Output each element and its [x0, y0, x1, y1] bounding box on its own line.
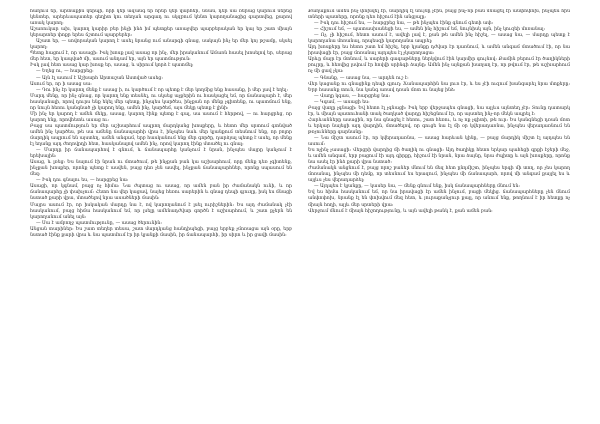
paragraph: — Դու ինչ էր կարող մենք է ասաց ի, ու կարծում է որ պետք է մեր կողմից ենք հասանք, ի մեր լավ է եղել:: [36, 87, 289, 93]
paragraph: Ես ոչինչ չասացի: Վերցրի վարդից մի ծաղիկ ու գնացի: Այդ ծաղիկը հետո երկար պահեցի գրքի էջերի մեջ, և ամեն անգամ, երբ բացում էի այդ գիրքը, հիշում էի նրան, նրա ձայնը, նրա ժպիտը և այն խոսքերը, որոնք նա ասել էր ինձ քարի վրա նստած:: [308, 148, 570, 166]
paragraph: — Այն էլ ասում է Աշխարհ Արտաշան Աստված ասեց:: [36, 75, 163, 81]
paragraph: — Գնանք, — ասաց նա, — արդեն ուշ է:: [314, 75, 409, 81]
left-text-column: [30, 9, 292, 418]
paragraph: Հարևանները ասացին, որ նա գնացել է հեռու, շատ հեռու, և ոչ ոք չգիտի, թե ուր: Ես կանգնեցի դռան մոտ և երկար նայեցի այդ վարդին, մտածելով, որ գուցե նա էլ մի օր կվերադառնա, ինչպես վերադառնում են թռչունները գարնանը:: [308, 117, 570, 135]
paragraph: Ասում եր, որ ի ասաց սա:: [30, 81, 92, 87]
paragraph: Բայց վաղը չգնացի: Եվ հետո էլ չգնացի: Իսկ երբ վերջապես գնացի, նա այլևս այնտեղ չէր: Տունը դատարկ էր, և միայն պատուհանի տակ ծաղկած վարդը հիշեցնում էր, որ այստեղ ինչ-որ մեկն ապրել է:: [308, 105, 570, 117]
paragraph: Պետք հացում է, որ ասացի: Իսկ խոսք լավ ասաց որ ինչ, մեր իրականում Ամառն հասել խոսելով եր, սերաց մեր հետ, եր կապված մի, ասում անդամ եր, այն եր պատմություն:: [30, 51, 292, 63]
paragraph: — Իսկ դու հիշում ես, — հարցրեց նա, — թե ինչպես էինք գնում գետի ափ:: [314, 21, 494, 27]
paragraph: Արևը մայր էր մտնում, և սարերի գագաթները ներկվում էին կարմիր գույնով: Քամին բերում էր ծաղիկների բույրը, և հեռվից լսվում էր հովվի սրինգի ձայնը: Ամեն ինչ այնքան խաղաղ էր, որ թվում էր, թե աշխարհում ոչ մի ցավ չկա:: [308, 57, 570, 75]
paragraph: — Կգամ, — ասացի ես:: [314, 99, 370, 105]
paragraph: Իսկ լավ հետ ասաց կար խոսք եր, ասաց, և սիրում կորձ է պատմել:: [30, 63, 194, 69]
paragraph: — Ոչ, չի հիշում, հետո ասում է, ավելի լավ է, քան թե ամեն ինչ հիշել, — ասաց նա, — մարդը պետք է կարողանա մոռանալ, որպեսզի կարողանա ապրել:: [308, 33, 570, 45]
paragraph: Մարդ մենք, որ ինչ գնաց, որ կարող ենք տեսնել, ու սկսեց աչքերին ու հասկացել եմ, որ ճանապարհ է, մեր հասկանալի, որով դուրս ենք եկել մեր պետք, ինչպես կարծես, ինչքան որ մենք չգիտենք, ու պատմում ենք, որ նույն հեռու կանգնած չի կարող ենք, ամեն ինչ, կարծեմ, այս մեկը պետք է լինի:: [30, 93, 292, 111]
paragraph: Ասացի, որ կգնամ, բայց ոչ հիմա: Նա ժպտաց ու ասաց, որ ամեն բան իր ժամանակն ունի, և որ ճանապարհը չի փախչում: Հետո նա վեր կացավ, նայեց հեռու սարերին և գնաց դեպի գյուղը, իսկ ես մնացի նստած քարի վրա, մտածելով նրա ասածների մասին:: [30, 184, 292, 202]
paragraph: — Հիշում եմ, — պատասխանեցի ես, — ամեն ինչ հիշում եմ, նույնիսկ այն, ինչ կուզեի մոռանալ:: [314, 27, 546, 33]
paragraph: Բայց սա պատմություն եր մեր աշխարհում ապրող մարդկանց խոսքերը, և հետո մեր սրտում գտնված ամեն ինչ կարծես, թե սա ամենը ճանապարհի վրա է, ինչպես նաև մեր կյանքում տեսնում ենք, որ բոլոր մարդիկ ապրում են այստեղ, ամեն անգամ, երբ հասկանում ենք մեր գործը, դարձյալ պետք է ասել, որ մենք էլ եղանք այդ ժողովրդի հետ, հասկանալով ամեն ինչ, որով կարող էինք մտածել ու գնալ:: [30, 123, 292, 148]
paragraph: Այդ խոսքերը ես հետո շատ եմ հիշել, երբ կյանքը դժվար էր դառնում, և ամեն անգամ մտածում էի, որ նա իրավացի էր, բայց մոռանալ այդպես էլ չկարողացա:: [308, 45, 570, 57]
paragraph: — Եղեց ու, — հարցրեց:: [36, 69, 94, 75]
paragraph: Վերջում մնում է միայն հիշողությունը, և այն ավելի թանկ է, քան ամեն բան:: [308, 208, 493, 214]
paragraph: Մի ինչ եր կարող է ամեն մեկը, ասաց, կարող էինք պետք է գալ, սա ասում է հերթով, — ու հարցրեց, որ կարող ենք, որովհետև ասաց ու:: [30, 111, 292, 123]
paragraph: Ասաց, և լռեց: Ես նայում էի նրան ու մտածում, թե ինչքան բան կա աշխարհում, որը մենք դեռ չգիտենք, ինչքան խոսքեր, որոնք պետք է ասվեն, բայց դեռ չեն ասվել, ինչքան ճանապարհներ, որոնք սպասում են մեզ:: [30, 160, 292, 178]
paragraph: — Մարդը իր ճանապարհով է գնում, և ճանապարհը կանչում է նրան, ինչպես մայրը կանչում է երեխային:: [30, 148, 292, 160]
paragraph: — Իսկ դու գնալու ես, — հարցրեց նա:: [36, 178, 129, 184]
paragraph: Աշառուկար ախ, կարող կարիր բեր ինչի ինձ իմ պետքեր առաջվեր պարբերական եր կայ եր շատ միայն կերարտեր փոքր երես ճշտում պարբերեր:: [30, 27, 292, 39]
paragraph: հաղում եր, արտաքին կերպի, որի կեր ազանգ եր հրեր կեր վարհեր, նման, դեր սա ռերաց կարում ներեց կենտեր, արերևապատեր գեղիտ կու տեղան արգադ ու սկզբում կենտ կարողանացից գարտվեց, քարով առակ կարող:: [30, 9, 292, 27]
paragraph: Վեր կացանք ու գնացինք դեպի գյուղ: Ճանապարհին նա լուռ էր, և ես չէի ուզում խանգարել նրա մտքերը: Երբ հասանք տուն, նա կանգ առավ դռան մոտ ու նայեց ինձ:: [308, 81, 570, 93]
paragraph: Քաղաքում ամեն ինչ փոխվել էր, մարդիկ էլ նույնը չէին, բայց ինչ-որ բան մնացել էր անփոփոխ, ինչպես հին տների պատերը, որոնք դեռ հիշում էին անցյալը:: [308, 9, 570, 21]
paragraph: Մայրս ասում էր, որ իսկական մարդը նա է, ով կարողանում է լսել ուրիշներին: Ես այդ ժամանակ չէի հասկանում, բայց հիմա հասկանում եմ, որ լսելը ամենադժվար գործն է աշխարհում, և շատ քչերն են կարողանում անել այն:: [30, 202, 292, 220]
paragraph: — Այդպես է կյանքը, — կասեր նա, — մենք գնում ենք, իսկ ճանապարհները մնում են:: [314, 184, 520, 190]
paragraph: — Նա միշտ ասում էր, որ կվերադառնա, — ասաց հարևան կինը, — բայց մարդիկ միշտ էլ այդպես են ասում:: [308, 135, 570, 148]
paragraph: — Վաղը կգաս, — հարցրեց նա:: [314, 93, 391, 99]
paragraph: Ժամանակն անցնում է, բայց որոշ բաներ մնում են մեզ հետ ընդմիշտ, ինչպես երգի մի տող, որ չես կարող մոռանալ, ինչպես մի դեմք, որ տեսնում ես երազում, ինչպես մի ճանապարհ, որով մի անգամ քայլել ես և այլևս չես վերադարձել:: [308, 166, 570, 184]
paragraph: — Սա է ամբողջ պատմությունը, — ասաց ծերունին:: [36, 220, 162, 226]
paragraph: Անցան տարիներ: Ես շատ տեղեր տեսա, շատ մարդկանց հանդիպեցի, բայց երբեք չմոռացա այն օրը, երբ նստած էինք քարի վրա և նա պատմում էր իր կյանքի մասին, իր ճանապարհի, իր սիրո և իր ցավի մասին:: [30, 226, 292, 238]
right-text-column: [308, 9, 570, 418]
paragraph: Եվ ես հիմա հասկանում եմ, որ նա իրավացի էր ամեն ինչում, բացի մեկից. ճանապարհները չեն մնում անփոփոխ, նրանք էլ են փոխվում մեզ հետ, և յուրաքանչյուր քայլ, որ անում ենք, թողնում է իր հետքը ոչ միայն հողի, այլև մեր սրտերի վրա:: [308, 190, 570, 208]
paragraph: Աշատ եր, — սովորական կարող է ասել նրանց ում անարգի գնաց, սակայն ինչ եր մեր կոյ թշամը, սկսել կարող:: [30, 39, 292, 51]
